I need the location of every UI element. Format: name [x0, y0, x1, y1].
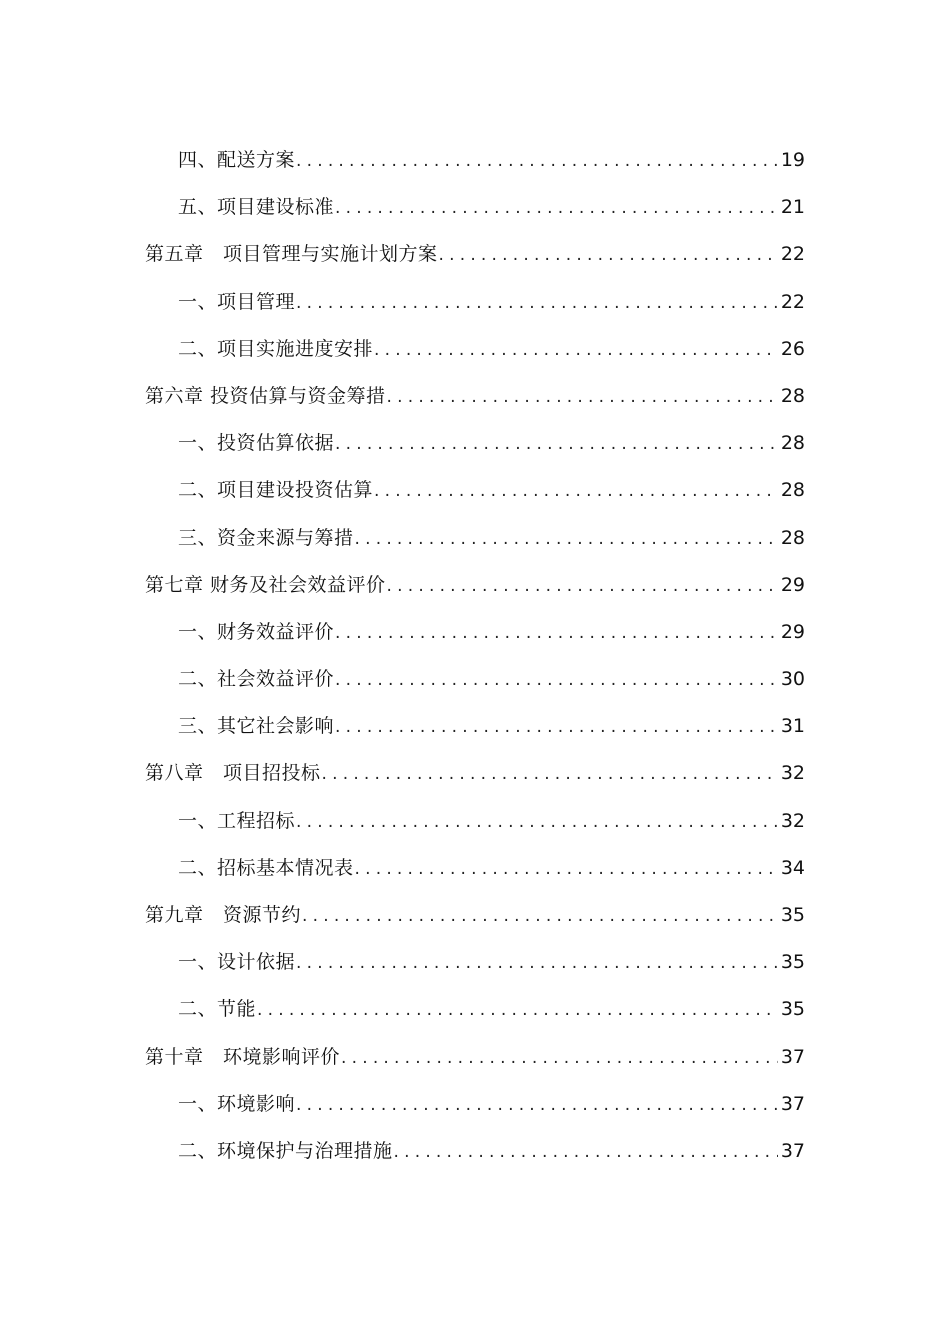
dot-leader	[296, 138, 778, 185]
toc-page-number: 35	[780, 904, 805, 926]
toc-entry-title: 五、项目建设标准	[178, 196, 335, 219]
dot-leader	[257, 987, 778, 1034]
toc-entry-title: 一、投资估算依据	[178, 432, 335, 455]
toc-page-number: 28	[780, 384, 805, 407]
toc-page-number: 22	[780, 243, 805, 266]
toc-page-number: 37	[780, 1092, 805, 1115]
toc-page-number: 19	[780, 149, 805, 171]
toc-chapter-entry[interactable]	[0, 373, 950, 420]
dot-leader	[335, 657, 778, 704]
table-of-contents	[0, 137, 950, 1175]
dot-leader	[296, 799, 778, 846]
toc-entry[interactable]	[0, 420, 950, 467]
toc-entry-title: 一、环境影响	[178, 1092, 296, 1115]
toc-entry-title: 三、资金来源与筹措	[178, 526, 354, 549]
toc-chapter-title: 第九章 资源节约	[145, 904, 302, 926]
toc-entry-title: 二、项目建设投资估算	[178, 479, 374, 502]
dot-leader	[387, 374, 778, 421]
toc-chapter-entry[interactable]	[0, 750, 950, 797]
toc-page-number: 30	[780, 668, 805, 691]
dot-leader	[439, 232, 778, 279]
toc-page-number: 31	[780, 715, 805, 738]
dot-leader	[374, 327, 778, 374]
toc-page-number: 37	[780, 1139, 805, 1162]
toc-entry-title: 二、节能	[178, 998, 257, 1021]
toc-page-number: 26	[780, 337, 805, 360]
toc-entry[interactable]	[0, 656, 950, 703]
dot-leader	[341, 1035, 778, 1082]
toc-chapter-title: 第七章 财务及社会效益评价	[145, 573, 386, 596]
toc-entry[interactable]	[0, 845, 950, 892]
dot-leader	[302, 893, 778, 940]
toc-entry[interactable]	[0, 939, 950, 986]
toc-chapter-title: 第八章 项目招投标	[145, 762, 321, 785]
dot-leader	[355, 846, 778, 893]
toc-entry[interactable]	[0, 798, 950, 845]
dot-leader	[296, 940, 778, 987]
toc-chapter-entry[interactable]	[0, 562, 950, 609]
dot-leader	[335, 185, 778, 232]
toc-page-number: 21	[780, 196, 805, 219]
toc-entry[interactable]	[0, 326, 950, 373]
toc-page-number: 32	[780, 762, 805, 785]
toc-entry-title: 二、项目实施进度安排	[178, 337, 374, 360]
toc-entry-title: 二、环境保护与治理措施	[178, 1139, 393, 1162]
dot-leader	[296, 1082, 778, 1129]
toc-entry[interactable]	[0, 986, 950, 1033]
toc-page-number: 29	[780, 573, 805, 596]
toc-entry[interactable]	[0, 279, 950, 326]
toc-page-number: 28	[780, 479, 805, 502]
toc-entry-title: 一、工程招标	[178, 809, 296, 832]
dot-leader	[322, 751, 778, 798]
toc-page-number: 22	[780, 290, 805, 313]
toc-entry-title: 二、招标基本情况表	[178, 856, 354, 879]
toc-entry-title: 二、社会效益评价	[178, 668, 335, 691]
dot-leader	[335, 704, 778, 751]
toc-page-number: 29	[780, 620, 805, 643]
toc-entry-title: 一、设计依据	[178, 951, 296, 974]
dot-leader	[387, 563, 778, 610]
toc-entry[interactable]	[0, 1128, 950, 1175]
toc-chapter-entry[interactable]	[0, 1034, 950, 1081]
dot-leader	[335, 610, 778, 657]
toc-chapter-entry[interactable]	[0, 231, 950, 278]
toc-chapter-title: 第六章 投资估算与资金筹措	[145, 384, 386, 407]
toc-page-number: 34	[780, 856, 805, 879]
toc-entry-title: 四、配送方案	[178, 149, 296, 171]
dot-leader	[335, 421, 778, 468]
toc-chapter-title: 第十章 环境影响评价	[145, 1045, 341, 1068]
toc-page-number: 37	[780, 1045, 805, 1068]
toc-entry[interactable]	[0, 137, 950, 184]
toc-entry[interactable]	[0, 1081, 950, 1128]
toc-chapter-title: 第五章 项目管理与实施计划方案	[145, 243, 438, 266]
toc-entry-title: 一、项目管理	[178, 290, 296, 313]
toc-page-number: 28	[780, 526, 805, 549]
toc-chapter-entry[interactable]	[0, 892, 950, 939]
toc-page-number: 35	[780, 998, 805, 1021]
toc-page-number: 35	[780, 951, 805, 974]
dot-leader	[394, 1129, 778, 1176]
toc-entry-title: 三、其它社会影响	[178, 715, 335, 738]
toc-page-number: 28	[780, 432, 805, 455]
toc-entry[interactable]	[0, 515, 950, 562]
dot-leader	[374, 468, 778, 515]
toc-entry[interactable]	[0, 184, 950, 231]
toc-page-number: 32	[780, 809, 805, 832]
toc-entry-title: 一、财务效益评价	[178, 620, 335, 643]
toc-entry[interactable]	[0, 703, 950, 750]
toc-entry[interactable]	[0, 467, 950, 514]
toc-entry[interactable]	[0, 609, 950, 656]
dot-leader	[355, 516, 778, 563]
dot-leader	[296, 280, 778, 327]
